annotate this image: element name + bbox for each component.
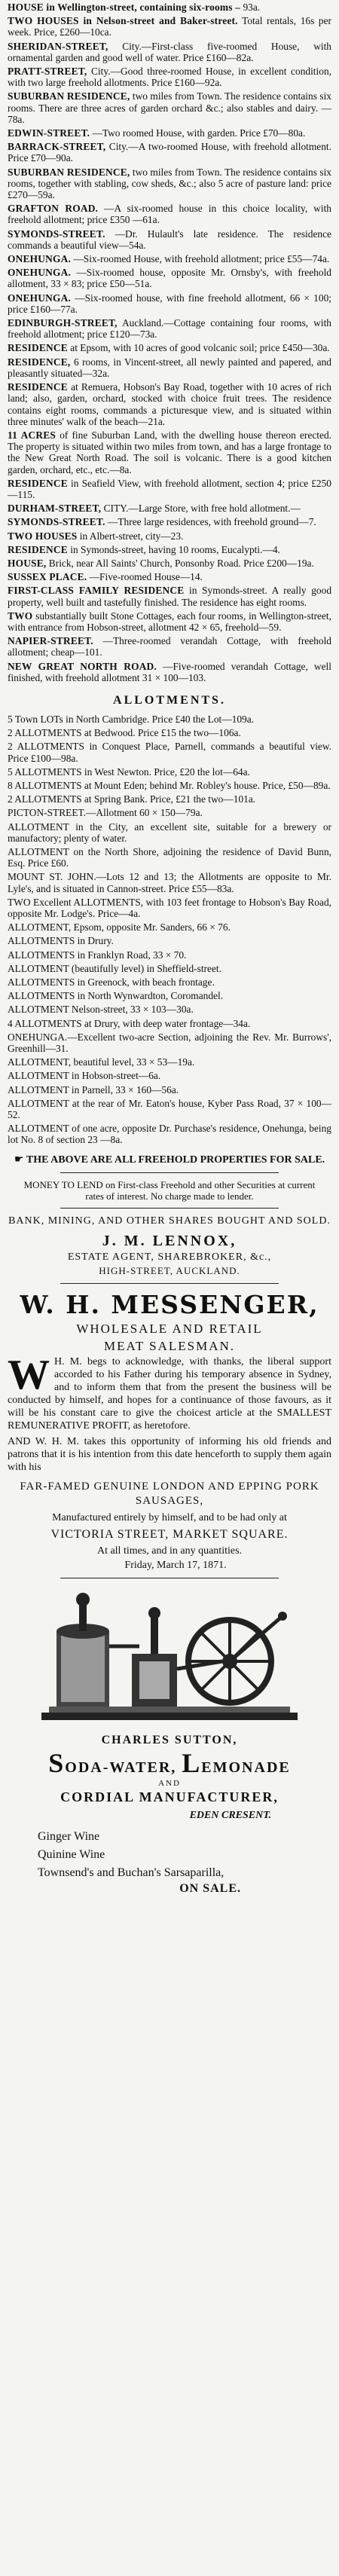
allotment-item: 2 ALLOTMENTS at Bedwood. Price £15 the two—106a. (8, 727, 241, 739)
listing-lead: SUSSEX PLACE. (8, 571, 87, 583)
allotment-item: ALLOTMENT Nelson-street, 33 × 103—30a. (8, 1004, 194, 1016)
listing-text: at Epsom, with 10 acres of good volcanic soil; price £450—30a. (70, 342, 330, 354)
listing-text: in Symonds-street. A really good property, well built and tastefully finished. The residence has eight rooms. (8, 585, 332, 608)
listing-text: —Dr. Hulault's late residence. The residence commands a beautiful view—54a. (8, 228, 331, 251)
allotments-list (8, 714, 331, 1146)
listing-lead: SUBURBAN RESIDENCE, (8, 90, 130, 102)
listing-lead: ONEHUNGA. (8, 253, 72, 265)
listing-item (8, 203, 331, 225)
on-sale: ON SALE. (179, 1881, 241, 1895)
listing-item (8, 167, 331, 201)
drop-cap: W (8, 1351, 50, 1398)
wine-list (8, 1829, 331, 1881)
allotment-item: ALLOTMENT (beautifully level) in Sheffield-street. (8, 962, 221, 974)
agent-trade: ESTATE AGENT, SHAREBROKER, &c., (67, 1251, 272, 1263)
allotment-item: MOUNT ST. JOHN.—Lots 12 and 13; the Allotments are opposite to Mr. Lyle's, and is situated in Cannon-street. Price £55—83a. (8, 871, 331, 894)
listing-item (8, 228, 331, 251)
listing-item (8, 127, 331, 139)
manufactured-line: Manufactured entirely by himself, and to be had only at (52, 1511, 287, 1523)
listing-item (8, 317, 331, 340)
listing-lead: SUBURBAN RESIDENCE, (8, 166, 130, 178)
allotment-item: ALLOTMENT, beautiful level, 33 × 53—19a. (8, 1056, 195, 1068)
date-line: Friday, March 17, 1871. (124, 1559, 227, 1571)
listing-text: two miles from Town. The residence contains six rooms, together with stabling, cow sheds, &c.; also 5 acre of pasture land: price £270—59a. (8, 166, 331, 201)
allotment-item: 5 Town LOTs in North Cambridge. Price £40 the Lot—109a. (8, 713, 255, 725)
allotments-heading: ALLOTMENTS. (113, 693, 226, 707)
listing-item (8, 635, 331, 658)
sutton-name: CHARLES SUTTON, (101, 1733, 238, 1746)
listing-item (8, 661, 331, 683)
listing-text: 93a. (243, 2, 261, 13)
listing-lead: SHERIDAN-STREET, (8, 40, 108, 52)
listing-text: at Remuera, Hobson's Bay Road, together with 10 acres of rich land; also, garden, orchard, stocked with choice fruit trees. The residence contains eight rooms, commands a picturesque view, and is situated within three minutes' walk of the beach—21a. (8, 381, 331, 427)
property-listings (8, 2, 331, 683)
allotment-item: 5 ALLOTMENTS in West Newton. Price, £20 the lot—64a. (8, 765, 250, 778)
listing-item (8, 66, 331, 88)
messenger-footer (8, 1545, 331, 1572)
listing-text: in Seafield View, with freehold allotment, section 4; price £250—115. (8, 477, 331, 500)
agent-address: HIGH-STREET, AUCKLAND. (99, 1264, 240, 1276)
listing-lead: FIRST-CLASS FAMILY RESIDENCE (8, 585, 185, 597)
allotment-item: ALLOTMENTS in Greenock, with beach frontage. (8, 976, 215, 989)
allotment-item: ONEHUNGA.—Excellent two-acre Section, adjoining the Rev. Mr. Burrows', Greenhill—31. (8, 1031, 331, 1055)
listing-lead: GRAFTON ROAD. (8, 203, 99, 215)
allotment-item: 8 ALLOTMENTS at Mount Eden; behind Mr. Robley's house. Price, £50—89a. (8, 779, 331, 791)
listing-text: —A six-roomed house in this choice locality, with freehold allotment; price £350 —61a. (8, 203, 331, 226)
listing-text: in Albert-street, city—23. (79, 530, 184, 542)
soda-lemonade: SODA-WATER, LEMONADE (48, 1747, 291, 1778)
allotment-item: ALLOTMENTS in Drury. (8, 935, 114, 947)
listing-item (8, 15, 331, 38)
listing-lead: RESIDENCE (8, 543, 68, 555)
listing-item (8, 558, 331, 569)
listing-lead: 11 ACRES (8, 429, 56, 441)
messenger-body (8, 1351, 331, 1474)
listing-text: City.—First-class five-roomed House, with ornamental garden and good well of water. Price £160—82a. (8, 40, 331, 63)
sutton-address: EDEN CRESENT. (189, 1809, 271, 1821)
listing-lead: RESIDENCE (8, 342, 68, 354)
allotment-item: 2 ALLOTMENTS in Conquest Place, Parnell, commands a beautiful view. Price £100—98a. (8, 741, 331, 764)
listing-text: —Two roomed House, with garden. Price £70—80a. (92, 127, 306, 139)
listing-item (8, 478, 331, 500)
wine-item: Ginger Wine (38, 1829, 100, 1843)
pointing-hand-icon: ☛ (14, 1154, 26, 1166)
listing-lead: EDINBURGH-STREET, (8, 317, 118, 329)
listing-text: in Symonds-street, having 10 rooms, Eucalypti.—4. (70, 543, 280, 555)
listing-lead: SYMONDS-STREET. (8, 228, 105, 240)
listing-text: substantially built Stone Cottages, each four rooms, in Wellington-street, with entrance from Hobson-street, allotment 42 × 65, freehold—59. (8, 610, 331, 633)
listing-text: two miles from Town. The residence contains six rooms. There are three acres of garden orchard &c.; also stables and dairy. —78a. (8, 90, 331, 125)
bank-shares: BANK, MINING, AND OTHER SHARES BOUGHT AND SOLD. (8, 1215, 331, 1227)
listing-item (8, 381, 331, 427)
allotment-item: ALLOTMENTS in North Wynwardton, Coromandel. (8, 990, 224, 1002)
listing-lead: BARRACK-STREET, (8, 141, 106, 153)
listing-lead: TWO HOUSES in Nelson-street and Baker-street. (8, 15, 238, 27)
listing-text: —Six-roomed house, with fine freehold allotment, 66 × 100; price £160—77a. (8, 292, 331, 315)
listing-item (8, 356, 331, 379)
listing-text: City.—Good three-roomed House, in excellent condition, with two large freehold allotments. Price £160—92a. (8, 66, 331, 89)
allotment-item: 4 ALLOTMENTS at Drury, with deep water frontage—34a. (8, 1017, 251, 1029)
listing-text: —Three-roomed verandah Cottage, with freehold allotment; cheap—101. (8, 635, 331, 659)
allotment-item: ALLOTMENTS in Franklyn Road, 33 × 70. (8, 949, 187, 961)
times-line: At all times, and in any quantities. (96, 1545, 243, 1557)
listing-item (8, 141, 331, 163)
listing-lead: TWO (8, 610, 33, 622)
allotment-item: ALLOTMENT, Epsom, opposite Mr. Sanders, 66 × 76. (8, 921, 231, 934)
listing-lead: DURHAM-STREET, (8, 503, 102, 515)
allotment-item: 2 ALLOTMENTS at Spring Bank. Price, £21 the two—101a. (8, 793, 256, 805)
listing-text: Brick, near All Saints' Church, Ponsonby Road. Price £200—19a. (48, 557, 314, 569)
allotment-item: ALLOTMENT at the rear of Mr. Eaton's house, Kyber Pass Road, 37 × 100—52. (8, 1097, 331, 1121)
listing-item (8, 90, 331, 125)
listing-lead: TWO HOUSES (8, 530, 78, 542)
listing-text: Auckland.—Cottage containing four rooms, with freehold allotment; price £120—73a. (8, 317, 331, 341)
listing-item (8, 516, 331, 527)
freehold-notice: ☛ THE ABOVE ARE ALL FREEHOLD PROPERTIES FOR SALE. (14, 1154, 325, 1166)
soda-machine-engraving (26, 1586, 313, 1729)
listing-item (8, 2, 331, 13)
allotment-item: ALLOTMENT of one acre, opposite Dr. Purchase's residence, Onehunga, being lot No. 8 of section 23 —8a. (8, 1123, 331, 1146)
listing-text: City.—A two-roomed House, with freehold allotment. Price £70—90a. (8, 141, 331, 164)
divider (60, 1283, 279, 1284)
listing-lead: RESIDENCE, (8, 356, 71, 368)
listing-item (8, 530, 331, 542)
listing-text: CITY.—Large Store, with free hold allotment.— (103, 503, 301, 515)
listing-lead: NAPIER-STREET. (8, 635, 93, 647)
listing-lead: SYMONDS-STREET. (8, 516, 105, 528)
money-to-lend: MONEY TO LEND on First-class Freehold and other Securities at current rates of interest. No charge made to lender. (23, 1178, 316, 1202)
listing-text: —Five-roomed House—14. (89, 571, 203, 583)
listing-lead: HOUSE, (8, 557, 47, 569)
listing-item (8, 41, 331, 63)
listing-lead: HOUSE in Wellington-street, containing six-rooms – (8, 2, 241, 13)
messenger-paragraph-1: W H. M. begs to acknowledge, with thanks, the liberal support accorded to his Father during his temporary absence in Sydney, and to inform them that from the present the business will be conducted by himself, and hopes for a continuance of those favours, as it will be his constant care to give the choicest article at the SMALLEST REMUNERATIVE PROFIT, as heretofore. (8, 1351, 331, 1432)
listing-item (8, 585, 331, 607)
wine-item: Quinine Wine (38, 1847, 105, 1861)
agent-name: J. M. LENNOX, (102, 1232, 237, 1249)
listing-text: —Six-roomed House, with freehold allotment; price £55—74a. (73, 253, 330, 265)
and-line: AND (158, 1778, 181, 1788)
messenger-address: VICTORIA STREET, MARKET SQUARE. (50, 1527, 289, 1541)
listing-item (8, 429, 331, 475)
listing-item (8, 544, 331, 555)
listing-lead: ONEHUNGA. (8, 292, 72, 304)
allotment-item: TWO Excellent ALLOTMENTS, with 103 feet frontage to Hobson's Bay Road, opposite Mr. Lodge's. Price—4a. (8, 896, 331, 920)
listing-item (8, 292, 331, 315)
listing-lead: ONEHUNGA. (8, 267, 72, 279)
listing-lead: RESIDENCE (8, 381, 68, 393)
listing-text: —Five-roomed verandah Cottage, well finished, with freehold allotment 31 × 100—103. (8, 660, 331, 683)
listing-item (8, 610, 331, 633)
listing-item (8, 342, 331, 353)
allotment-item: ALLOTMENT in Parnell, 33 × 160—56a. (8, 1083, 179, 1095)
listing-item (8, 253, 331, 264)
allotment-item: ALLOTMENT in Hobson-street—6a. (8, 1070, 161, 1082)
cordial-line: CORDIAL MANUFACTURER, (60, 1789, 279, 1804)
allotment-item: PICTON-STREET.—Allotment 60 × 150—79a. (8, 807, 203, 819)
listing-lead: PRATT-STREET, (8, 66, 87, 78)
listing-lead: RESIDENCE (8, 477, 68, 489)
messenger-trade-1: WHOLESALE AND RETAIL (76, 1321, 263, 1336)
listing-item (8, 503, 331, 514)
listing-text: Total rentals, 16s per week. Price, £260—10ca. (8, 15, 332, 38)
listing-lead: NEW GREAT NORTH ROAD. (8, 660, 157, 672)
messenger-name: W. H. MESSENGER, (20, 1289, 319, 1319)
allotment-item: ALLOTMENT in the City, an excellent site, suitable for a brewery or manufactory; plenty of water. (8, 820, 331, 844)
messenger-trade-2: MEAT SALESMAN. (103, 1338, 236, 1353)
wine-item: Townsend's and Buchan's Sarsaparilla, (38, 1866, 224, 1879)
listing-item (8, 267, 331, 289)
listing-text: —Three large residences, with freehold ground—7. (107, 516, 316, 528)
listing-text: 6 rooms, in Vincent-street, all newly painted and papered, and pleasantly situated—32a. (8, 356, 331, 379)
divider (60, 1208, 279, 1209)
allotment-item: ALLOTMENT on the North Shore, adjoining the residence of David Bunn, Esq. Price £60. (8, 846, 331, 869)
listing-lead: EDWIN-STREET. (8, 127, 90, 139)
divider (60, 1172, 279, 1173)
messenger-paragraph-2: AND W. H. M. takes this opportunity of informing his old friends and patrons that it is his intention from this date henceforth to supply them again with his (8, 1435, 331, 1473)
sausages-heading: FAR-FAMED GENUINE LONDON AND EPPING PORK SAUSAGES, (20, 1480, 319, 1507)
listing-text: —Six-roomed house, opposite Mr. Ornsby's, with freehold allotment, 33 × 83; price £50—51a. (8, 267, 331, 290)
listing-item (8, 571, 331, 582)
listing-text: of fine Suburban Land, with the dwelling house thereon erected. The property is situated within two miles from town, and has a large frontage to the New Great North Road. The soil is volcanic. There is a good kitchen garden, orchard, etc., etc.—8a. (8, 429, 331, 475)
